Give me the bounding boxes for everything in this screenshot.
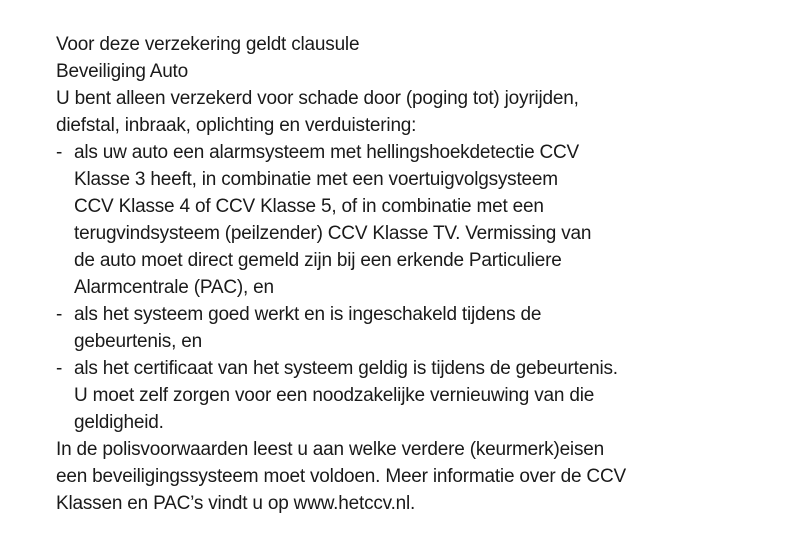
intro-text: Voor deze verzekering geldt clausule: [56, 34, 360, 55]
bullet-item-3: [56, 355, 776, 382]
bullet-item-2: [56, 301, 776, 328]
coverage-text-line-2: diefstal, inbraak, oplichting en verduistering:: [56, 115, 417, 136]
closing-text-line-2: een beveiligingssysteem moet voldoen. Meer informatie over de CCV: [56, 466, 626, 487]
bullet-dash: -: [56, 358, 63, 379]
bullet-3-line-3: geldigheid.: [74, 412, 164, 433]
bullet-2-line-2: gebeurtenis, en: [74, 331, 202, 352]
bullet-1-line-2: Klasse 3 heeft, in combinatie met een voertuigvolgsysteem: [74, 169, 558, 190]
clause-document: [56, 31, 776, 517]
coverage-text-line-1: U bent alleen verzekerd voor schade door (poging tot) joyrijden,: [56, 88, 579, 109]
bullet-3-line-1: als het certificaat van het systeem geldig is tijdens de gebeurtenis.: [74, 358, 618, 379]
closing-text-line-1: In de polisvoorwaarden leest u aan welke verdere (keurmerk)eisen: [56, 439, 604, 460]
bullet-item-1: [56, 139, 776, 166]
bullet-dash: -: [56, 304, 63, 325]
bullet-1-line-1: als uw auto een alarmsysteem met hellingshoekdetectie CCV: [74, 142, 580, 163]
bullet-3-line-2: U moet zelf zorgen voor een noodzakelijke vernieuwing van die: [74, 385, 595, 406]
clause-title: Beveiliging Auto: [56, 61, 189, 82]
closing-text-line-3: Klassen en PAC’s vindt u op www.hetccv.nl.: [56, 493, 416, 514]
bullet-1-line-6: Alarmcentrale (PAC), en: [74, 277, 274, 298]
bullet-1-line-5: de auto moet direct gemeld zijn bij een erkende Particuliere: [74, 250, 562, 271]
bullet-2-line-1: als het systeem goed werkt en is ingeschakeld tijdens de: [74, 304, 542, 325]
bullet-1-line-3: CCV Klasse 4 of CCV Klasse 5, of in combinatie met een: [74, 196, 544, 217]
bullet-dash: -: [56, 142, 63, 163]
bullet-1-line-4: terugvindsysteem (peilzender) CCV Klasse TV. Vermissing van: [74, 223, 592, 244]
